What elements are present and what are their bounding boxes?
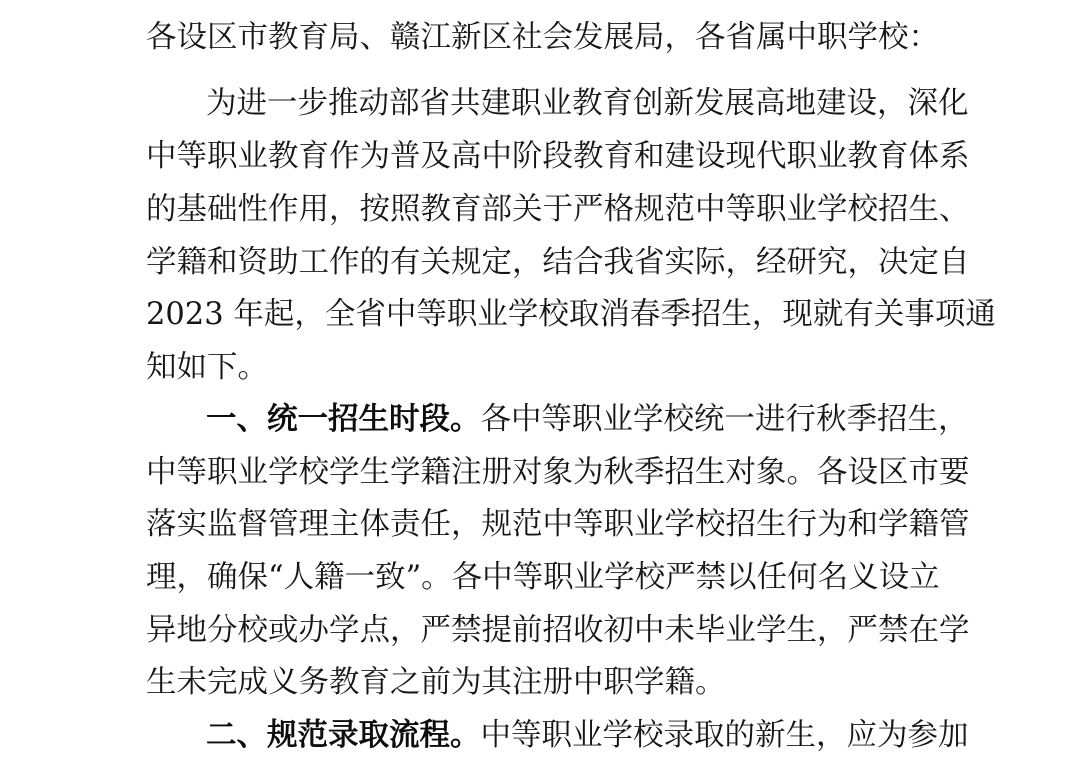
paragraph-line: 异地分校或办学点，严禁提前招收初中未毕业学生，严禁在学 — [146, 613, 970, 648]
section-2-first-line — [206, 716, 969, 756]
paragraph-line: 知如下。 — [146, 350, 268, 385]
paragraph-line: 学籍和资助工作的有关规定，结合我省实际，经研究，决定自 — [146, 245, 970, 280]
paragraph-line: 的基础性作用，按照教育部关于严格规范中等职业学校招生、 — [146, 192, 970, 227]
section-1-first-line — [206, 400, 969, 440]
paragraph-line: 中等职业学校学生学籍注册对象为秋季招生对象。各设区市要 — [146, 455, 970, 490]
paragraph-line: 落实监督管理主体责任，规范中等职业学校招生行为和学籍管 — [146, 507, 970, 542]
paragraph-line: 生未完成义务教育之前为其注册中职学籍。 — [146, 665, 726, 700]
section-2-text: 中等职业学校录取的新生，应为参加 — [480, 718, 969, 753]
section-1-text: 各中等职业学校统一进行秋季招生， — [480, 402, 969, 437]
salutation-line: 各设区市教育局、赣江新区社会发展局，各省属中职学校： — [146, 20, 939, 55]
paragraph-line: 为进一步推动部省共建职业教育创新发展高地建设，深化 — [206, 86, 969, 121]
section-2-heading: 二、规范录取流程。 — [206, 718, 481, 753]
paragraph-line: 中等职业教育作为普及高中阶段教育和建设现代职业教育体系 — [146, 139, 970, 174]
paragraph-line: 2023 年起，全省中等职业学校取消春季招生，现就有关事项通 — [146, 297, 996, 332]
section-1-heading: 一、统一招生时段。 — [206, 402, 481, 437]
paragraph-line: 理，确保“人籍一致”。各中等职业学校严禁以任何名义设立 — [146, 560, 940, 595]
